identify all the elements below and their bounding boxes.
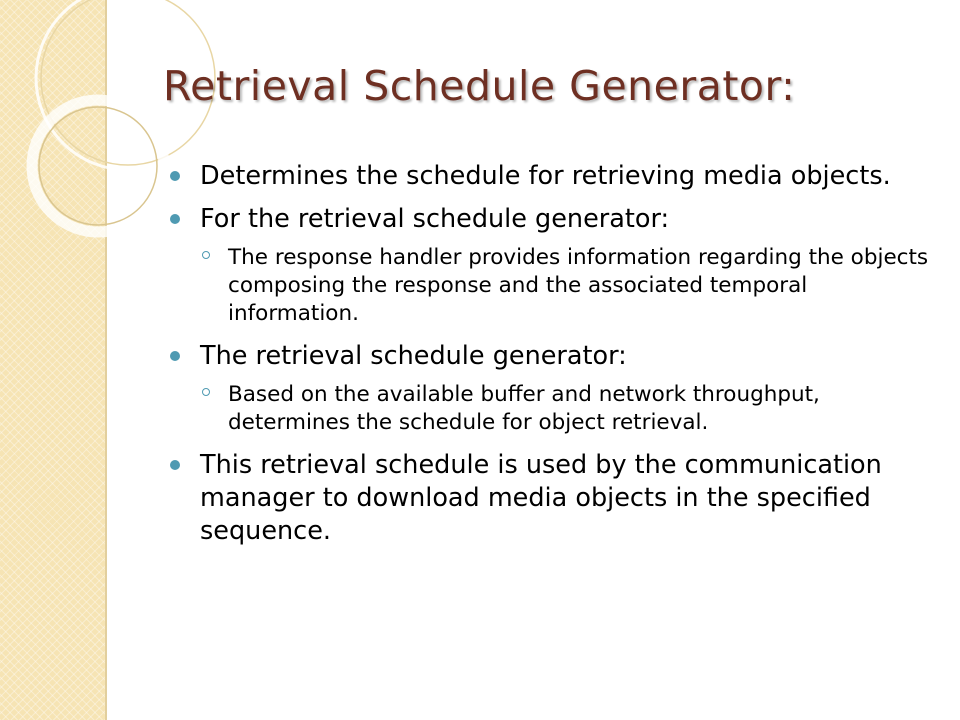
sub-bullet-ring-icon xyxy=(202,251,210,259)
bullet-dot-icon xyxy=(170,351,180,361)
bullet-text: This retrieval schedule is used by the communication manager to download media objects in the specified sequence. xyxy=(200,450,882,546)
slide-title: Retrieval Schedule Generator: xyxy=(163,62,796,110)
bullet-item xyxy=(170,340,940,373)
bullet-text: For the retrieval schedule generator: xyxy=(200,204,670,234)
bullet-dot-icon xyxy=(170,171,180,181)
bullet-item xyxy=(170,203,940,236)
bullet-text: Determines the schedule for retrieving media objects. xyxy=(200,161,891,191)
sub-bullet-item xyxy=(200,381,940,437)
sub-bullet-ring-icon xyxy=(202,388,210,396)
bullet-item xyxy=(170,449,940,548)
bullet-dot-icon xyxy=(170,460,180,470)
bullet-item xyxy=(170,160,940,193)
sub-bullet-item xyxy=(200,244,940,328)
bullet-list xyxy=(170,160,940,558)
decorative-rings-icon xyxy=(0,0,140,260)
bullet-text: The retrieval schedule generator: xyxy=(200,341,627,371)
sub-bullet-text: Based on the available buffer and network throughput, determines the schedule for object retrieval. xyxy=(228,382,820,435)
sub-bullet-text: The response handler provides information regarding the objects composing the response and the associated temporal information. xyxy=(228,245,929,326)
bullet-dot-icon xyxy=(170,214,180,224)
